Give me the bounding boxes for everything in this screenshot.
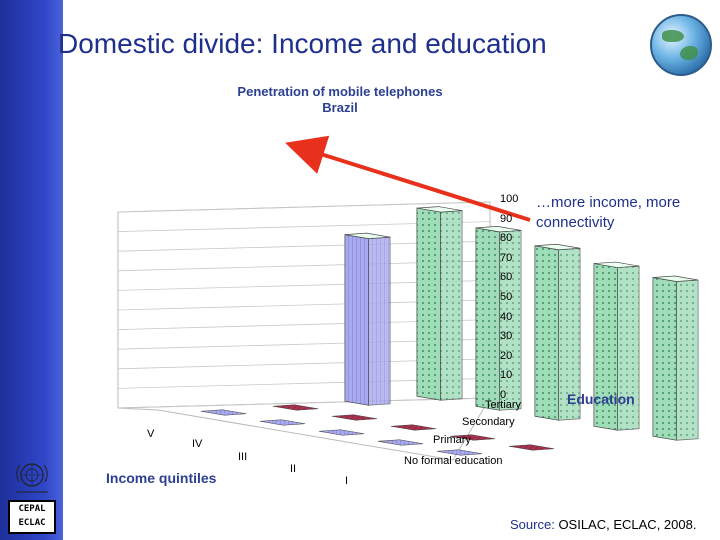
bar-front-face [535,246,559,421]
floor-tile [509,445,554,451]
source-citation [510,517,696,532]
bar [345,233,390,405]
y-axis-title: Education [567,391,635,407]
bar-side-face [369,237,391,405]
bar-side-face [441,211,463,401]
x-category-label: II [290,463,297,475]
chart-title: Penetration of mobile telephones [237,84,443,99]
y-category-label: Primary [433,434,471,446]
z-tick-label: 100 [500,193,519,205]
z-tick-label: 40 [500,310,513,323]
y-category-label: Secondary [462,416,515,428]
bar-front-face [417,208,441,400]
z-tick-label: 20 [500,349,513,362]
bar [417,207,462,401]
source-label: Source: [510,517,555,532]
z-tick-label: 70 [500,251,513,264]
x-category-label: V [147,428,155,440]
x-category-label: I [345,475,349,487]
bar-side-face [677,280,699,440]
z-tick-label: 60 [500,271,513,284]
slide-title: Domestic divide: Income and education [58,28,547,59]
z-tick-label: 0 [500,389,507,401]
z-tick-label: 50 [500,291,513,303]
un-emblem-logo [8,460,56,496]
bar-front-face [345,235,369,406]
bar [653,276,698,440]
cepal-eclac-logo [8,500,56,534]
x-category-label: IV [192,438,203,450]
z-tick-label: 30 [500,330,513,343]
callout-text: …more income, more connectivity [536,194,681,231]
x-axis-title: Income quintiles [106,470,217,486]
z-tick-label: 10 [500,369,513,382]
bar-front-face [653,277,677,440]
y-category-label: No formal education [404,455,503,467]
bar [476,226,521,410]
logo-text-line1: CEPAL [18,504,46,514]
chart-subtitle: Brazil [322,100,358,115]
logo-text-line2: ECLAC [18,518,46,528]
x-category-label: III [238,451,248,463]
source-text: OSILAC, ECLAC, 2008. [558,517,697,532]
z-tick-label: 90 [500,212,513,225]
y-category-label: Tertiary [485,399,522,411]
bar-front-face [476,228,500,410]
z-tick-label: 80 [500,232,513,245]
